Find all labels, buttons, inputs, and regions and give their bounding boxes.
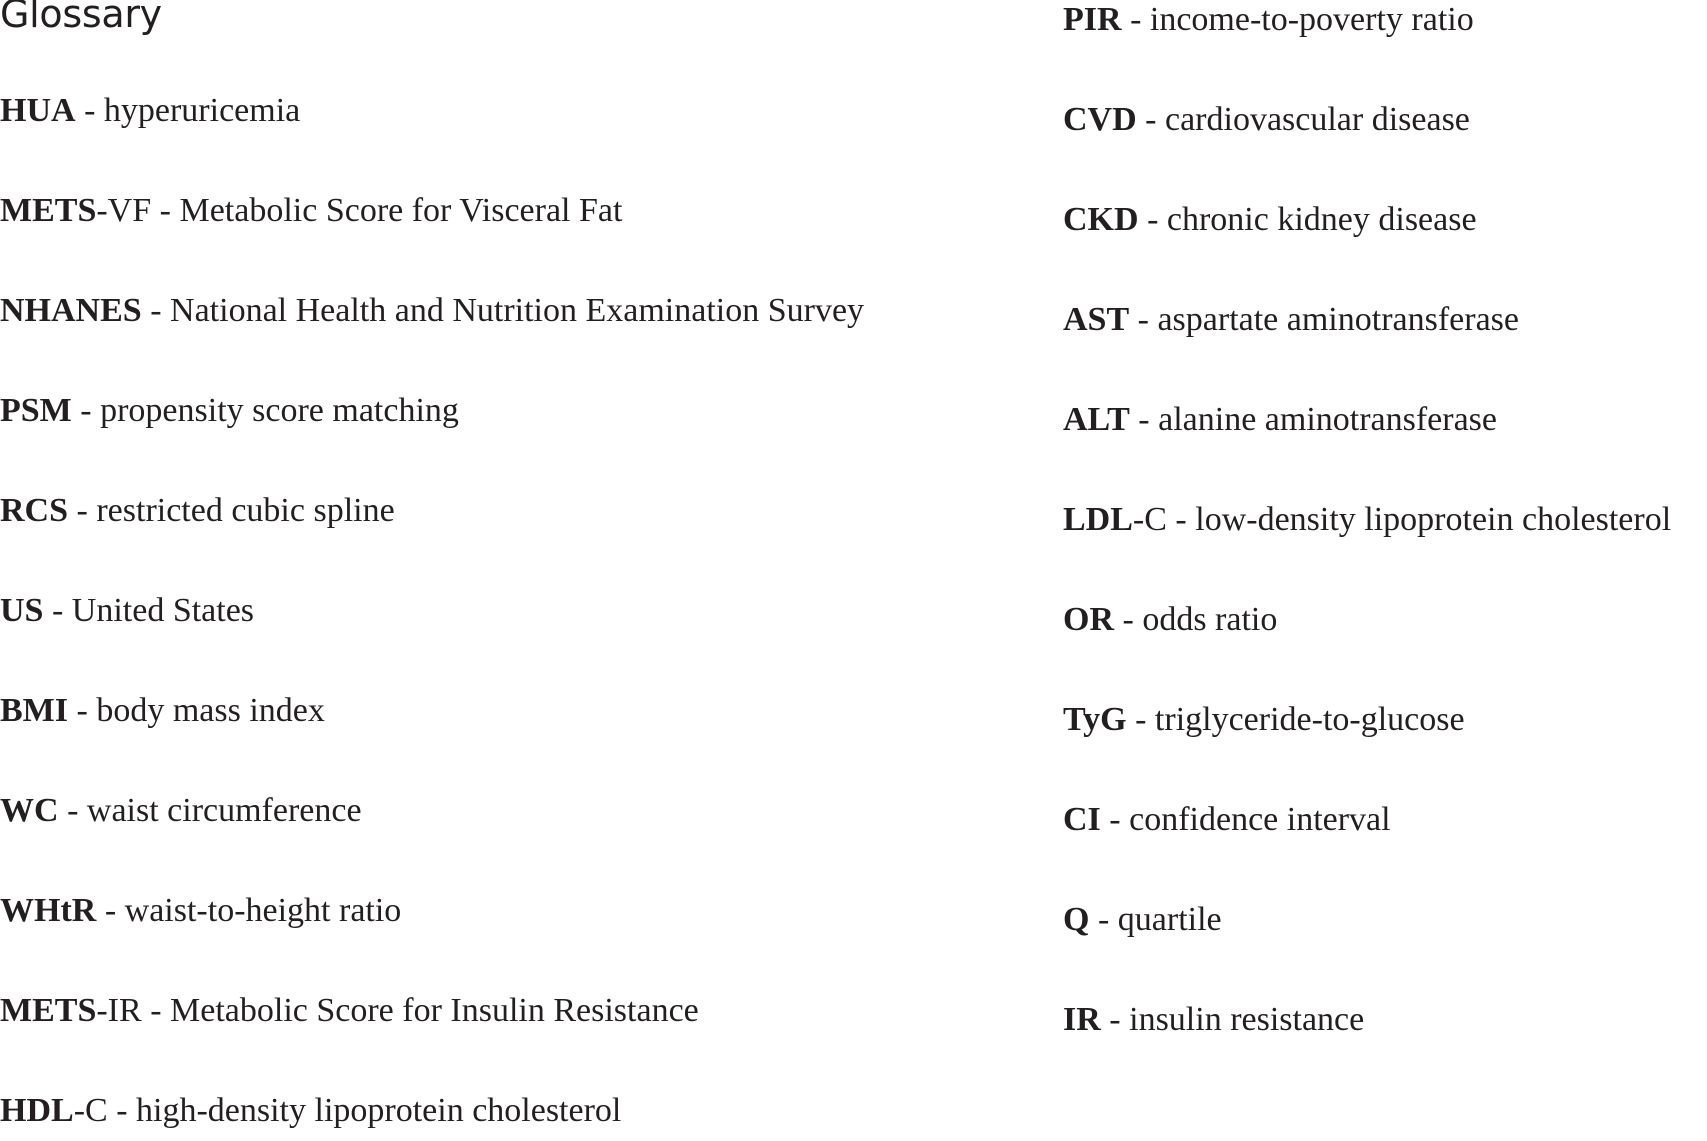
abbreviation: Q <box>1063 901 1090 938</box>
abbreviation-suffix: -VF <box>96 192 152 229</box>
definition: - high-density lipoprotein cholesterol <box>107 1092 622 1129</box>
definition: - National Health and Nutrition Examination Survey <box>141 292 865 329</box>
abbreviation: HUA <box>0 92 76 129</box>
definition: - propensity score matching <box>71 392 459 429</box>
glossary-entry <box>1063 800 1391 840</box>
abbreviation: CI <box>1063 801 1101 838</box>
glossary-entry <box>1063 400 1497 440</box>
glossary-entry <box>0 991 699 1031</box>
definition: - waist circumference <box>58 792 362 829</box>
glossary-entry <box>0 291 864 331</box>
definition: - waist-to-height ratio <box>96 892 402 929</box>
glossary-entry <box>0 591 254 631</box>
definition: - chronic kidney disease <box>1138 201 1477 238</box>
page-title: Glossary <box>0 0 162 36</box>
abbreviation: OR <box>1063 601 1114 638</box>
abbreviation: ALT <box>1063 401 1130 438</box>
definition: - quartile <box>1089 901 1222 938</box>
glossary-entry <box>0 491 395 531</box>
glossary-entry <box>0 891 401 931</box>
abbreviation: TyG <box>1063 701 1127 738</box>
abbreviation: BMI <box>0 692 68 729</box>
abbreviation: US <box>0 592 44 629</box>
glossary-entry <box>0 691 325 731</box>
abbreviation: WC <box>0 792 59 829</box>
glossary-entry <box>1063 600 1277 640</box>
definition: - cardiovascular disease <box>1136 101 1470 138</box>
abbreviation: AST <box>1063 301 1130 338</box>
abbreviation: RCS <box>0 492 69 529</box>
glossary-entry <box>1063 900 1222 940</box>
glossary-entry <box>1063 100 1470 140</box>
definition: - income-to-poverty ratio <box>1121 1 1474 38</box>
glossary-entry <box>1063 200 1477 240</box>
abbreviation: PSM <box>0 392 72 429</box>
definition: - hyperuricemia <box>75 92 301 129</box>
glossary-entry <box>0 791 362 831</box>
definition: - Metabolic Score for Visceral Fat <box>151 192 623 229</box>
abbreviation-suffix: -C <box>73 1092 108 1129</box>
definition: - United States <box>43 592 255 629</box>
abbreviation: WHtR <box>0 892 97 929</box>
abbreviation: CVD <box>1063 101 1137 138</box>
abbreviation: IR <box>1063 1001 1101 1038</box>
definition: - aspartate aminotransferase <box>1129 301 1519 338</box>
glossary-entry <box>1063 300 1519 340</box>
abbreviation: LDL <box>1063 501 1133 538</box>
abbreviation: METS <box>0 192 97 229</box>
glossary-entry <box>1063 700 1465 740</box>
glossary-entry <box>1063 500 1671 540</box>
abbreviation: METS <box>0 992 97 1029</box>
abbreviation-suffix: -IR <box>96 992 142 1029</box>
glossary-entry <box>0 391 459 431</box>
definition: - restricted cubic spline <box>68 492 395 529</box>
definition: - low-density lipoprotein cholesterol <box>1166 501 1672 538</box>
definition: - triglyceride-to-glucose <box>1126 701 1465 738</box>
definition: - alanine aminotransferase <box>1129 401 1498 438</box>
definition: - confidence interval <box>1100 801 1391 838</box>
glossary-entry <box>1063 0 1474 40</box>
glossary-entry <box>0 191 622 231</box>
definition: - insulin resistance <box>1100 1001 1365 1038</box>
abbreviation: NHANES <box>0 292 142 329</box>
definition: - body mass index <box>68 692 325 729</box>
abbreviation: CKD <box>1063 201 1139 238</box>
abbreviation-suffix: -C <box>1132 501 1167 538</box>
abbreviation: HDL <box>0 1092 74 1129</box>
definition: - odds ratio <box>1114 601 1278 638</box>
glossary-entry <box>0 91 300 131</box>
definition: - Metabolic Score for Insulin Resistance <box>141 992 699 1029</box>
glossary-entry <box>1063 1000 1364 1040</box>
abbreviation: PIR <box>1063 1 1122 38</box>
glossary-entry <box>0 1091 621 1131</box>
